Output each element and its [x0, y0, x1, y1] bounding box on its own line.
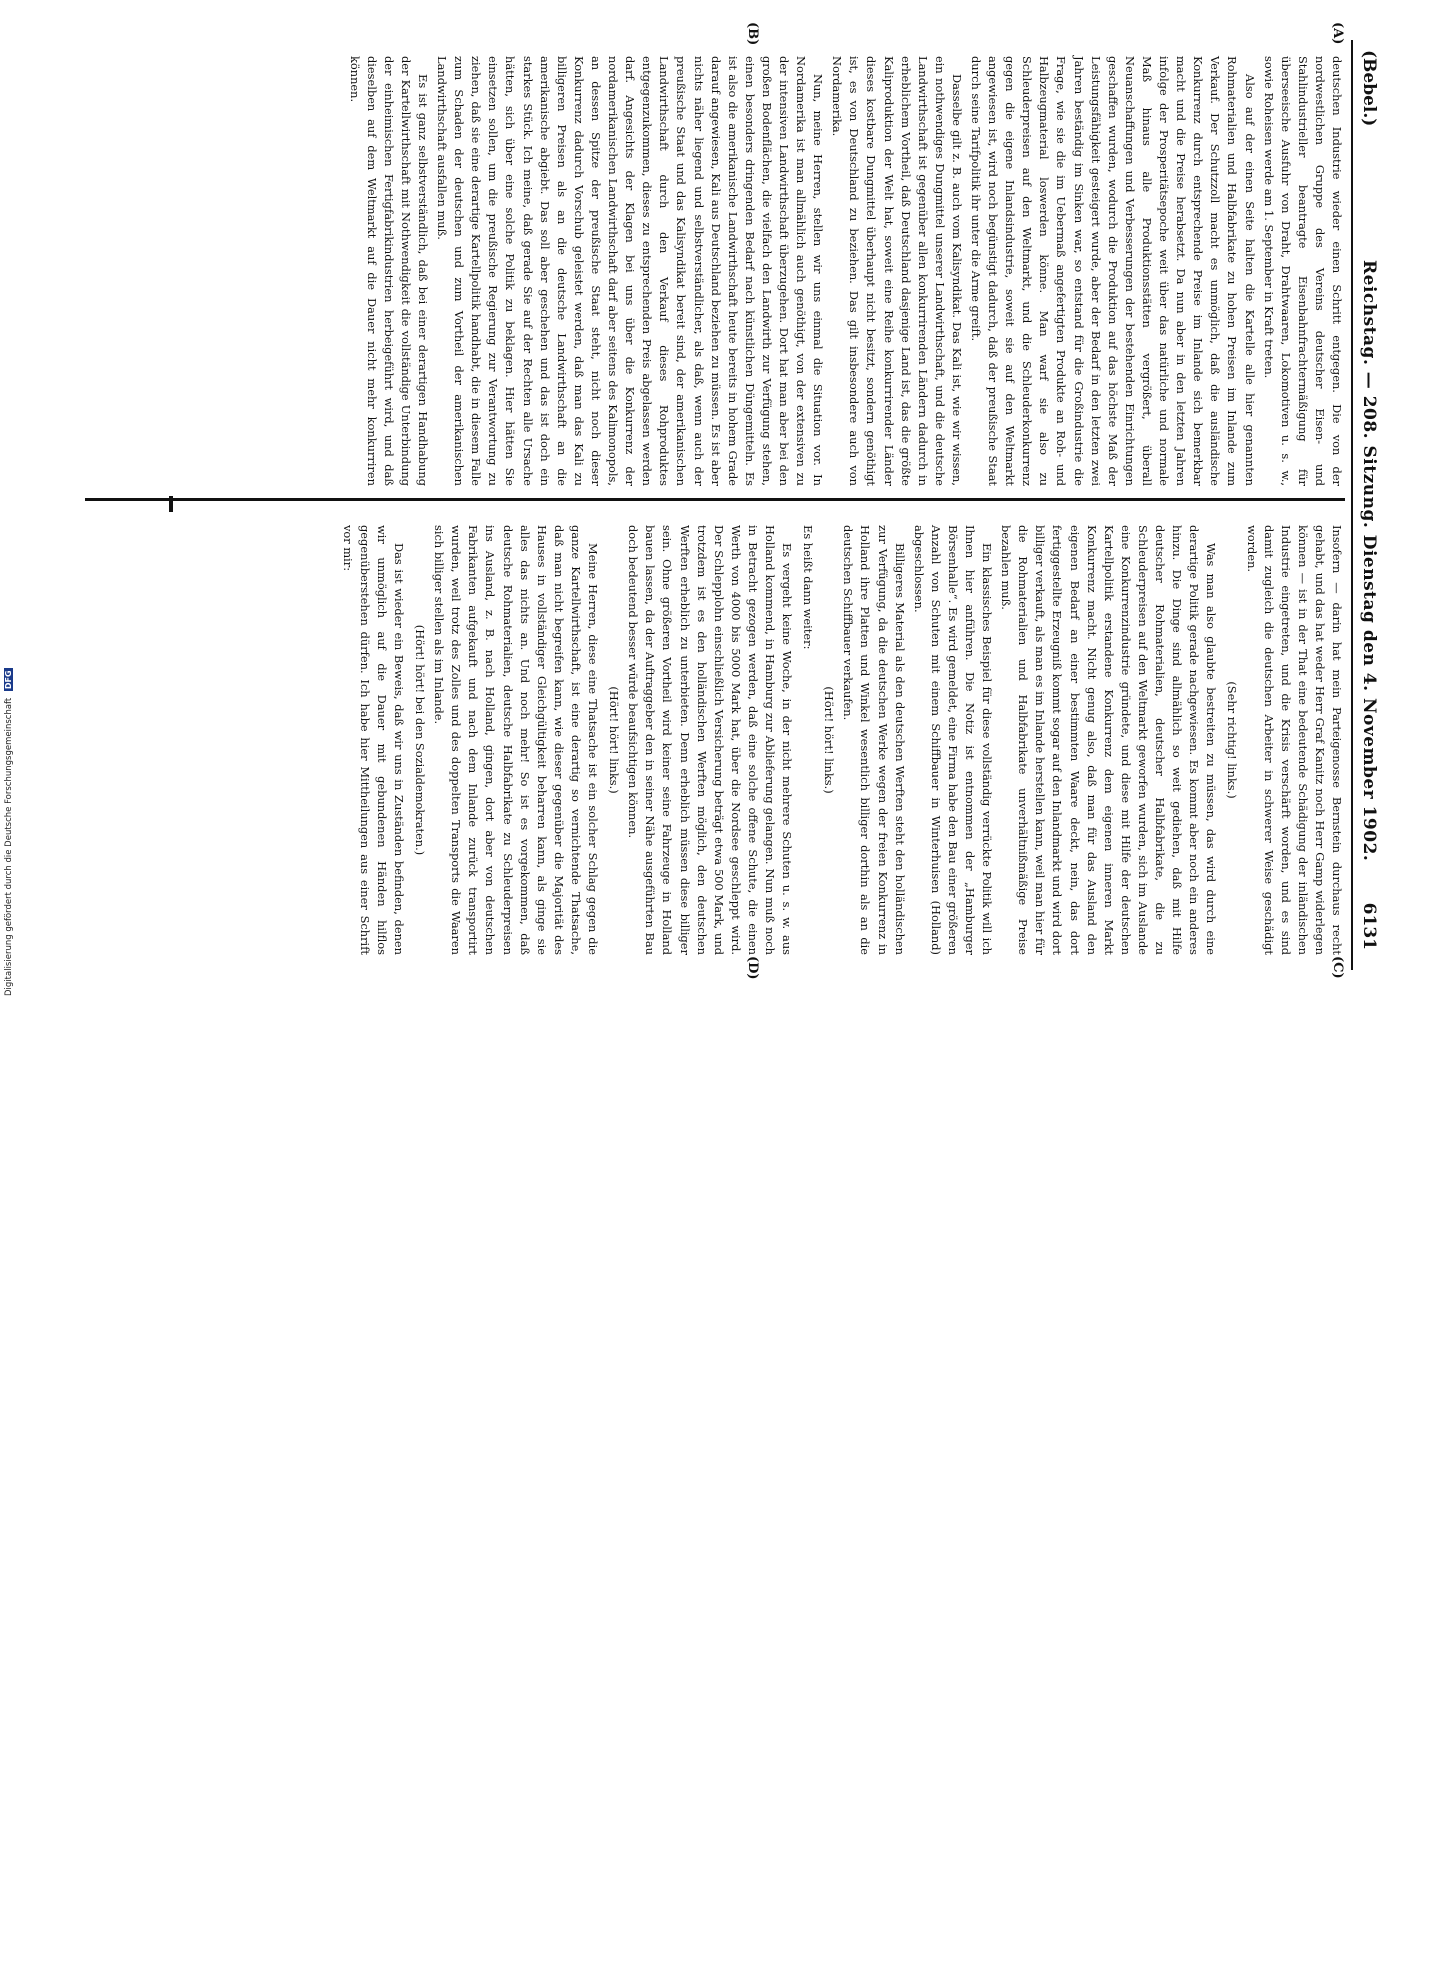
margin-marker-b: (B)	[745, 22, 760, 46]
quotation: Billigeres Material als den deutschen Werften steht den holländischen zur Verfügung, da die deutschen Werke wegen der freien Konkurrenz in Holland ihre Platten und Winkel wesentlich billiger dorthin als an die deutschen Schiffbauer verkaufen.	[841, 525, 907, 955]
paragraph: Nun, meine Herren, stellen wir uns einmal die Situation vor. In Nordamerika ist man allmählich auch genöthigt, von der extensiven zu der intensiven Landwirthschaft überzugehen. Dort hat man aber bei den großen Bodenflächen, die vielfach den Landwirth zur Verfügung stehen, einen besonders dringenden Bedarf nach künstlichen Düngemitteln. Es ist also die amerikanische Landwirthschaft heute bereits in hohem Grade darauf angewiesen, Kali aus Deutschland beziehen zu müssen. Es ist aber nichts näher liegend und selbstverständlicher, als daß, wenn auch der preußische Staat und das Kalisyndikat bereit sind, der amerikanischen Landwirthschaft durch den Verkauf dieses Rohproduktes entgegenzukommen, dieses zu entsprechenden Preis abgelassen werden darf. Angesichts der Klagen bei uns über die Konkurrenz der nordamerikanischen Landwirthschaft darf aber seitens des Kalimonopols, an dessen Spitze der preußische Staat steht, nicht noch dieser Konkurrenz dadurch Vorschub geleistet werden, daß man das Kali zu billigeren Preisen als an die deutsche Landwirthschaft an die amerikanische abgiebt. Das soll aber geschehen und das ist doch ein starkes Stück. Ich meine, daß gerade Sie auf der Rechten alle Ursache hätten, sich über eine solche Politik zu beklagen. Hier hätten Sie einsetzen sollen, um die preußische Regierung zur Verantwortung zu ziehen, daß sie eine derartige Kartellpolitik handhabt, die in diesem Falle zum Schaden der deutschen und zum Vortheil der amerikanischen Landwirthschaft ausfallen muß.	[435, 56, 826, 486]
page-number: 6131	[1359, 902, 1379, 950]
margin-marker-c: (C)	[1330, 956, 1345, 979]
paragraph: Das ist wieder ein Beweis, daß wir uns in Zuständen befinden, denen wir unmöglich auf die Dauer mit gebundenen Händen hilflos gegenüberstehen dürfen. Ich habe hier Mittheilungen aus einer Schrift vor mir:	[340, 525, 407, 955]
rotated-page	[65, 20, 1385, 980]
paragraph: Es ist ganz selbstverständlich, daß bei einer derartigen Handhabung der Kartellwirthschaft mit Nothwendigkeit die vollständige Unterbindung der einheimischen Fertigfabrikindustrien herbeigeführt wird, und daß dieselben auf dem Weltmarkt auf die Dauer nicht mehr konkurriren können.	[347, 56, 431, 486]
paragraph: Ein klassisches Beispiel für diese vollständig verrückte Politik will ich Ihnen hier anführen. Die Notiz ist entnommen der „Hamburger Börsenhalle“. Es wird gemeldet, eine Firma habe den Bau einer größeren Anzahl von Schuten mit einem Schiffbauer in Winterhuisen (Holland) abgeschlossen.	[911, 525, 995, 955]
interjection: (Hört! hört! bei den Sozialdemokraten.)	[413, 624, 428, 856]
header-rule	[1351, 40, 1353, 970]
speaker-label: (Bebel.)	[1359, 50, 1379, 127]
paragraph: Also auf der einen Seite halten die Kartelle alle hier genannten Rohmaterialien und Halbfabrikate zu hohen Preisen im Inlande zum Verkauf. Der Schutzzoll macht es unmöglich, daß die ausländische Konkurrenz durch entsprechende Preise im Inlande sich bemerkbar macht und die Preise herabsetzt. Da nun aber in den letzten Jahren infolge der Prosperitätsepoche weit über das natürliche und normale Maß hinaus alle Produktionsstätten vergrößert, überall Neuanschaffungen und Verbesserungen der bestehenden Einrichtungen geschaffen wurden, wodurch die Produktion auf das höchste Maß der Leistungsfähigkeit gesteigert wurde, aber der Bedarf in den letzten zwei Jahren beständig im Sinken war, so entstand für die Großindustrie die Frage, wie sie die im Uebermaß angefertigten Produkte an Roh- und Halbzeugmaterial loswerden könne. Man warf sie also zu Schleuderpreisen auf den Weltmarkt, und die Schleuderkonkurrenz gegen die eigene Inlandsindustrie, soweit sie auf den Weltmarkt angewiesen ist, wird noch begünstigt dadurch, daß der preußische Staat durch seine Tarifpolitik ihr unter die Arme greift.	[969, 56, 1257, 486]
paragraph: deutschen Industrie wieder einen Schritt entgegen. Die von der nordwestlichen Gruppe des Vereins deutscher Eisen- und Stahlindustrieller beantragte Eisenbahnfrachtermäßigung für überseeische Ausfuhr von Draht, Drahtwaaren, Lokomotiven u. s. w., sowie Roheisen werde am 1. September in Kraft treten.	[1261, 56, 1344, 486]
page-title: Reichstag. — 208. Sitzung. Dienstag den 4. November 1902.	[1359, 260, 1379, 862]
column-divider	[85, 498, 1345, 501]
column-divider-mark	[169, 496, 173, 512]
paragraph: Insofern — darin hat mein Parteigenosse Bernstein durchaus recht gehabt, und das hat weder Herr Graf Kanitz noch Herr Gamp widerlegen können — ist in der That eine bedeutende Schädigung der inländischen Industrie eingetreten, und die Krisis verschärft worden, und es sind damit zugleich die deutschen Arbeiter in schwerer Weise geschädigt worden.	[1244, 525, 1344, 955]
right-column	[337, 525, 1345, 955]
paragraph: Dasselbe gilt z. B. auch vom Kalisyndikat. Das Kali ist, wie wir wissen, ein nothwendiges Dungmittel unserer Landwirthschaft, und die deutsche Landwirthschaft ist gegenüber allen konkurrirenden Ländern dadurch in erheblichem Vortheil, daß Deutschland dasjenige Land ist, das die größte Kaliproduktion der Welt hat, soweit eine Reihe konkurrirender Länder dieses kostbare Dungmittel überhaupt nicht besitzt, sondern genöthigt ist, es von Deutschland zu beziehen. Das gilt insbesondere auch von Nordamerika.	[830, 56, 964, 486]
interjection: (Hört! hört! links.)	[822, 686, 837, 794]
interjection: (Sehr richtig! links.)	[1225, 681, 1240, 799]
dfg-logo: DFG	[4, 670, 13, 690]
quotation: Es vergeht keine Woche, in der nicht mehrere Schuten u. s. w. aus Holland kommend, in Hamburg zur Ablieferung gelangen. Nun muß noch in Betracht gezogen werden, daß eine solche offene Schute, die einen Werth von 4000 bis 5000 Mark hat, über die Nordsee geschleppt wird. Der Schlepplohn einschließlich Versicherung beträgt etwa 500 Mark, und trotzdem ist es den holländischen Werften möglich, den deutschen Werften erheblich zu unterbieten. Denn erheblich müssen diese billiger sein. Ohne größeren Vortheil wird keiner seine Fahrzeuge in Holland bauen lassen, da der Auftraggeber den in seiner Nähe ausgeführten Bau doch bedeutend besser würde beaufsichtigen können.	[626, 525, 795, 955]
margin-marker-d: (D)	[745, 956, 760, 980]
paragraph: Was man also glaubte bestreiten zu müssen, das wird durch eine derartige Politik gerade nachgewiesen. Es kommt aber noch ein anderes hinzu. Die Dinge sind allmählich so weit gediehen, daß mit Hilfe deutscher Rohmaterialien, deutscher Halbfabrikate, die zu Schleuderpreisen auf den Weltmarkt geworfen wurden, sich im Auslande eine Konkurrenzindustrie gründete, und diese mit Hilfe der deutschen Kartellpolitik erstandene Konkurrenz dem eigenen inneren Markt Konkurrenz macht. Nicht genug also, daß man für das Ausland den eigenen Bedarf an einer bestimmten Waare deckt, nein, das dort fertiggestellte Erzeugniß kommt sogar auf den Inlandmarkt und wird dort billiger verkauft, als man es im Inlande herstellen kann, weil man hier für die Rohmaterialien und Halbfabrikate unverhältnißmäßige Preise bezahlen muß.	[999, 525, 1219, 955]
paragraph: Es heißt dann weiter:	[801, 525, 816, 650]
footer-text-wrap	[4, 668, 14, 996]
paragraph: Meine Herren, diese eine Thatsache ist ein solcher Schlag gegen die ganze Kartellwirthschaft, ist eine derartig so vernichtende Thatsache, daß man nicht begreifen kann, wie dieser gegenüber die Majorität des Hauses in vollständiger Gleichgültigkeit beharren kann, als ginge sie alles das nichts an. Und noch mehr! So ist es vorgekommen, daß deutsche Rohmaterialien, deutsche Halbfabrikate zu Schleuderpreisen ins Ausland, z. B. nach Holland, gingen, dort aber von deutschen Fabrikanten aufgekauft und nach dem Inlande zurück transportirt wurden, weil trotz des Zolles und des doppelten Transports die Waaren sich billiger stellen als im Inlande.	[432, 525, 601, 955]
left-column	[344, 56, 1345, 486]
margin-marker-a: (A)	[1330, 22, 1345, 45]
interjection: (Hört! hört! links.)	[607, 686, 622, 794]
footer	[4, 670, 16, 1986]
page-header	[1355, 50, 1383, 950]
funding-note: Digitalisierung gefördert durch die Deutsche Forschungsgemeinschaft	[4, 697, 14, 996]
